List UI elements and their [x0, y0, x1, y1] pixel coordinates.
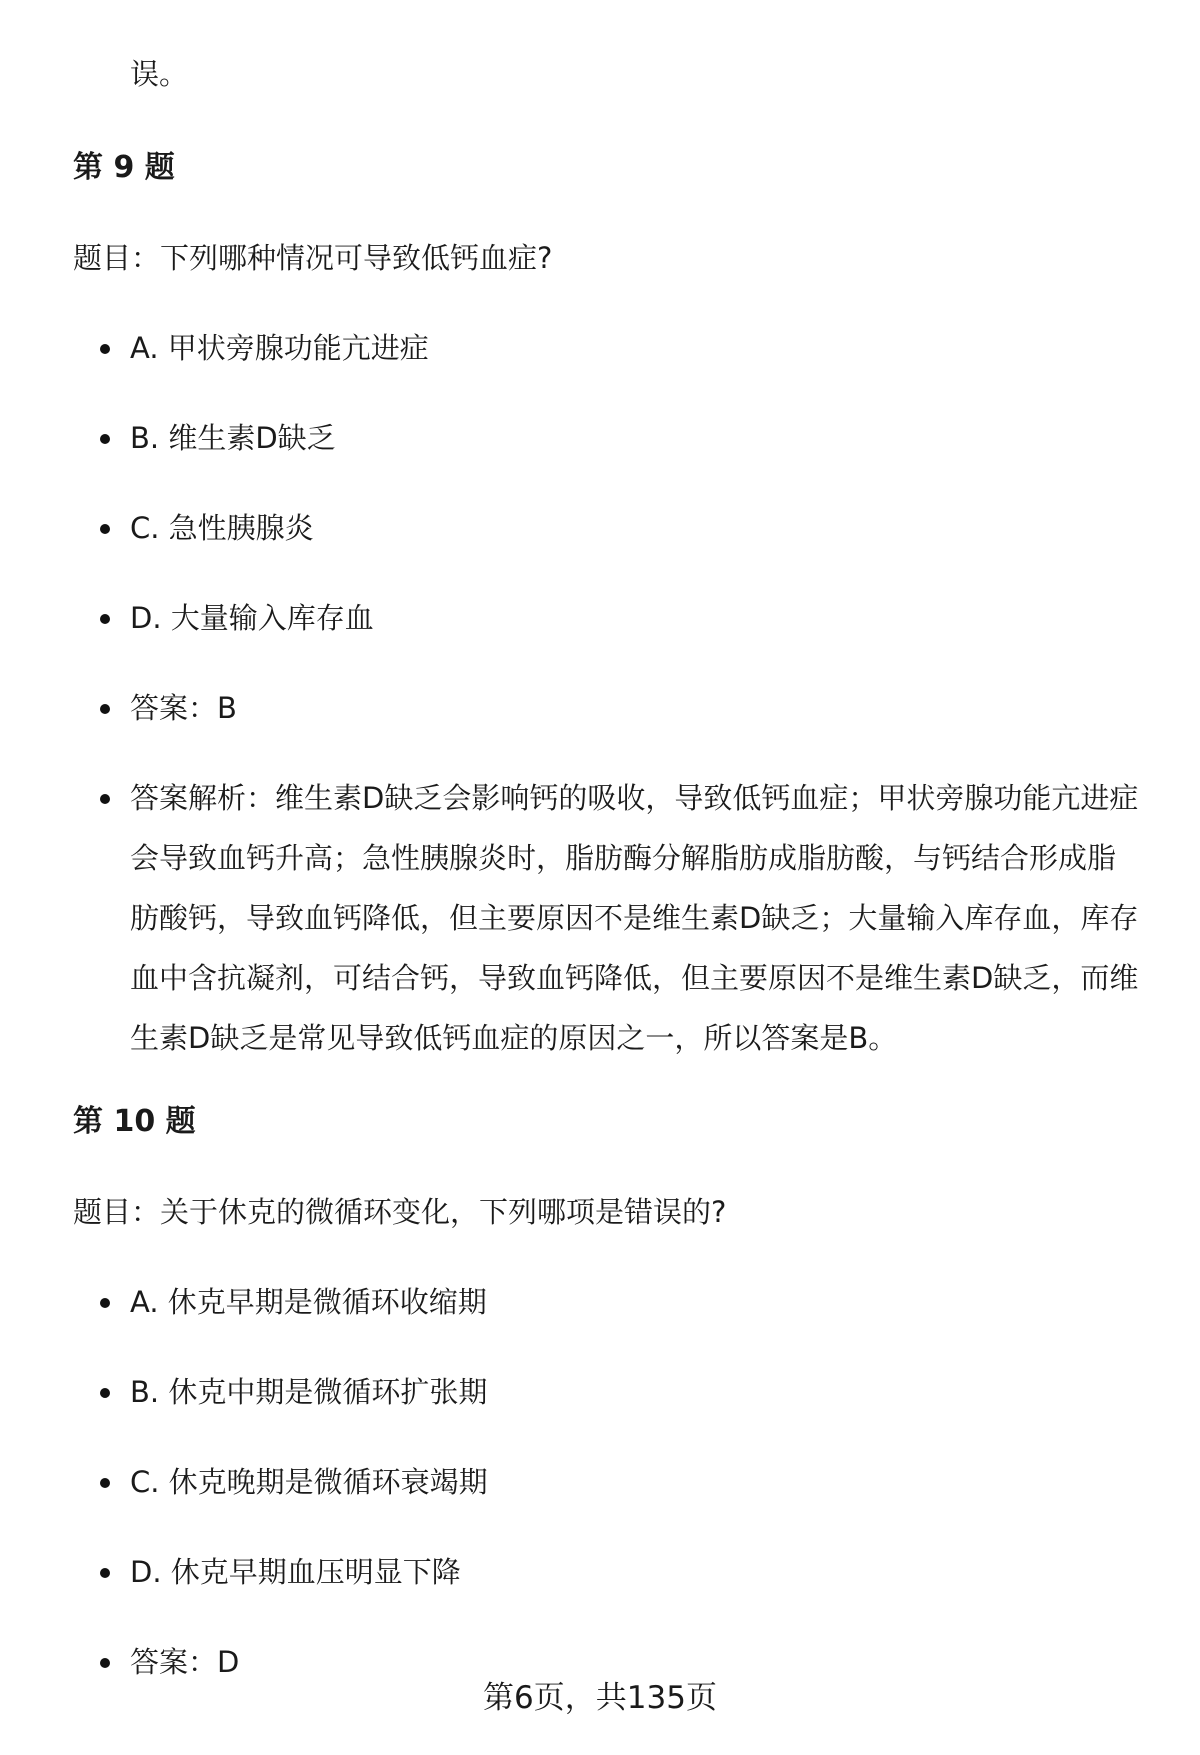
question-10-list	[0, 1284, 1200, 1734]
question-10-option-b: B. 休克中期是微循环扩张期	[0, 1374, 1200, 1410]
question-9-heading: 第 9 题	[73, 150, 175, 185]
question-9-option-a: A. 甲状旁腺功能亢进症	[0, 330, 1200, 366]
question-9-option-c: C. 急性胰腺炎	[0, 510, 1200, 546]
question-9-explanation: 答案解析：维生素D缺乏会影响钙的吸收，导致低钙血症；甲状旁腺功能亢进症会导致血钙升高；急性胰腺炎时，脂肪酶分解脂肪成脂肪酸，与钙结合形成脂肪酸钙，导致血钙降低，但主要原因不是维生素D缺乏；大量输入库存血，库存血中含抗凝剂，可结合钙，导致血钙降低，但主要原因不是维生素D缺乏，而维生素D缺乏是常见导致低钙血症的原因之一，所以答案是B。	[0, 768, 1200, 1068]
question-10-heading: 第 10 题	[73, 1104, 196, 1139]
question-10-option-d: D. 休克早期血压明显下降	[0, 1554, 1200, 1590]
question-9-answer: 答案：B	[0, 690, 1200, 726]
continuation-text: 误。	[130, 57, 189, 91]
page-footer: 第6页，共135页	[483, 1680, 717, 1716]
question-9-list	[0, 330, 1200, 1122]
question-10-option-a: A. 休克早期是微循环收缩期	[0, 1284, 1200, 1320]
question-10-option-c: C. 休克晚期是微循环衰竭期	[0, 1464, 1200, 1500]
question-10-answer: 答案：D	[0, 1644, 1200, 1680]
question-9-option-b: B. 维生素D缺乏	[0, 420, 1200, 456]
question-9-option-d: D. 大量输入库存血	[0, 600, 1200, 636]
question-10-stem: 题目：关于休克的微循环变化，下列哪项是错误的?	[73, 1195, 727, 1229]
question-9-stem: 题目：下列哪种情况可导致低钙血症?	[73, 241, 553, 275]
